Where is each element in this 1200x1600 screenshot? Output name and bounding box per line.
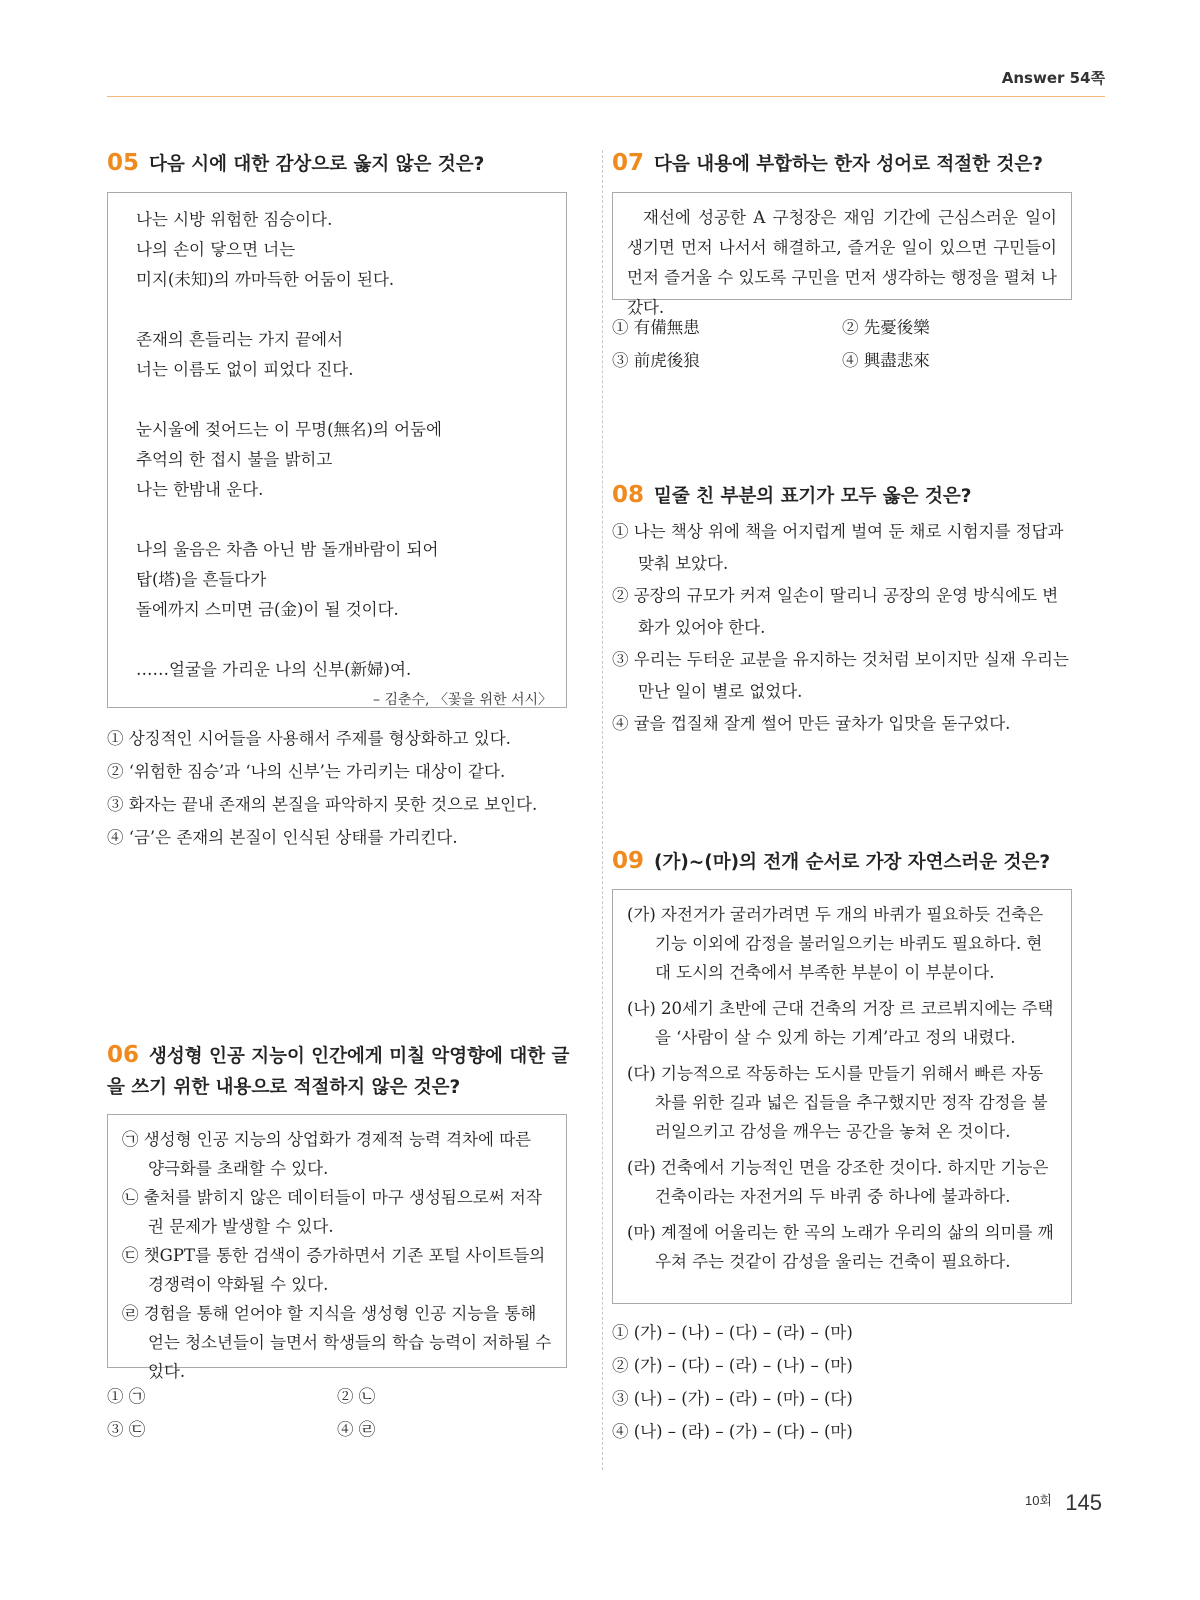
paragraph-item: (가) 자전거가 굴러가려면 두 개의 바퀴가 필요하듯 건축은 기능 이외에 감정을 불러일으키는 바퀴도 필요하다. 현대 도시의 건축에서 부족한 부분이 이 부분이다. <box>627 905 1044 982</box>
question-05-heading <box>107 146 567 182</box>
answer-option[interactable]: ③ ㉢ <box>107 1420 146 1439</box>
passage-text: 재선에 성공한 A 구청장은 재임 기간에 근심스러운 일이 생기면 먼저 나서서 해결하고, 즐거운 일이 있으면 구민들이 먼저 즐거울 수 있도록 구민을 먼저 생각하는 행정을 펼쳐 나갔다. <box>627 208 1057 317</box>
question-06-heading <box>107 1040 577 1103</box>
answer-option[interactable]: ① 상징적인 시어들을 사용해서 주제를 형상화하고 있다. <box>107 729 511 748</box>
question-number: 06 <box>107 1042 140 1068</box>
question-number: 07 <box>612 150 645 176</box>
question-08-options <box>612 516 1072 740</box>
poem-line: 존재의 흔들리는 가지 끝에서 <box>136 330 344 349</box>
question-title: 다음 시에 대한 감상으로 옳지 않은 것은? <box>149 154 485 175</box>
answer-option[interactable]: ① ㉠ <box>107 1387 146 1406</box>
poem-line: 미지(未知)의 까마득한 어둠이 된다. <box>136 270 395 289</box>
answer-option[interactable]: ① 나는 책상 위에 책을 어지럽게 벌여 둔 채로 시험지를 정답과 맞춰 보았다. <box>612 522 1064 573</box>
answer-reference: Answer 54쪽 <box>1001 69 1105 87</box>
answer-option[interactable]: ③ 우리는 두터운 교분을 유지하는 것처럼 보이지만 실재 우리는 만난 일이 별로 없었다. <box>612 650 1069 701</box>
answer-option[interactable]: ④ ‘금’은 존재의 본질이 인식된 상태를 가리킨다. <box>107 828 458 847</box>
answer-option[interactable]: ① 有備無患 <box>612 318 700 337</box>
poem-line: 돌에까지 스미면 금(金)이 될 것이다. <box>136 600 399 619</box>
condition-item: ㉣ 경험을 통해 얻어야 할 지식을 생성형 인공 지능을 통해 얻는 청소년들이 늘면서 학생들의 학습 능력이 저하될 수 있다. <box>122 1304 552 1381</box>
question-title: 밑줄 친 부분의 표기가 모두 옳은 것은? <box>654 486 972 507</box>
poem-line: 눈시울에 젖어드는 이 무명(無名)의 어둠에 <box>136 420 442 439</box>
answer-option[interactable]: ② 先憂後樂 <box>842 318 930 337</box>
answer-option[interactable]: ④ (나) – (라) – (가) – (다) – (마) <box>612 1422 853 1441</box>
question-number: 05 <box>107 150 140 176</box>
answer-option[interactable]: ② ‘위험한 짐승’과 ‘나의 신부’는 가리키는 대상이 같다. <box>107 762 506 781</box>
page-number: 145 <box>1065 1490 1102 1515</box>
answer-option[interactable]: ① (가) – (나) – (다) – (라) – (마) <box>612 1323 853 1342</box>
condition-item: ㉢ 챗GPT를 통한 검색이 증가하면서 기존 포털 사이트들의 경쟁력이 약화될 수 있다. <box>122 1246 546 1294</box>
poem-box <box>107 192 567 708</box>
round-label: 10회 <box>1024 1493 1052 1508</box>
poem-credit: – 김춘수, 〈꽃을 위한 서시〉 <box>373 692 552 708</box>
paragraphs-box <box>612 889 1072 1304</box>
answer-option[interactable]: ③ 화자는 끝내 존재의 본질을 파악하지 못한 것으로 보인다. <box>107 795 538 814</box>
condition-item: ㉠ 생성형 인공 지능의 상업화가 경제적 능력 격차에 따른 양극화를 초래할 수 있다. <box>122 1130 532 1178</box>
condition-item: ㉡ 출처를 밝히지 않은 데이터들이 마구 생성됨으로써 저작권 문제가 발생할 수 있다. <box>122 1188 542 1236</box>
paragraph-item: (마) 계절에 어울리는 한 곡의 노래가 우리의 삶의 의미를 깨우쳐 주는 것같이 감성을 울리는 건축이 필요하다. <box>627 1223 1054 1271</box>
poem-line: 나는 한밤내 운다. <box>136 480 264 499</box>
answer-option[interactable]: ② 공장의 규모가 커져 일손이 딸리니 공장의 운영 방식에도 변화가 있어야 한다. <box>612 586 1059 637</box>
answer-option[interactable]: ③ (나) – (가) – (라) – (마) – (다) <box>612 1389 853 1408</box>
answer-option[interactable]: ② (가) – (다) – (라) – (나) – (마) <box>612 1356 853 1375</box>
answer-option[interactable]: ④ 귤을 껍질채 잘게 썰어 만든 귤차가 입맛을 돋구었다. <box>612 714 1011 733</box>
question-title: 다음 내용에 부합하는 한자 성어로 적절한 것은? <box>654 154 1043 175</box>
passage-box <box>612 192 1072 317</box>
poem-line: 추억의 한 접시 불을 밝히고 <box>136 450 333 469</box>
question-08-heading <box>612 478 1072 514</box>
conditions-box <box>107 1114 567 1381</box>
question-06-options <box>107 1380 567 1446</box>
poem-line: 나의 손이 닿으면 너는 <box>136 240 296 259</box>
answer-option[interactable]: ④ ㉣ <box>337 1420 376 1439</box>
question-09-options <box>612 1316 1072 1448</box>
question-09-heading <box>612 844 1072 880</box>
question-number: 09 <box>612 848 645 874</box>
poem-line: 나의 울음은 차츰 아닌 밤 돌개바람이 되어 <box>136 540 439 559</box>
paragraph-item: (다) 기능적으로 작동하는 도시를 만들기 위해서 빠른 자동차를 위한 길과 넓은 집들을 추구했지만 정작 감정을 불러일으키고 감성을 깨우는 공간을 놓쳐 온 것이다. <box>627 1064 1048 1141</box>
column-divider <box>602 150 603 1470</box>
answer-option[interactable]: ③ 前虎後狼 <box>612 351 700 370</box>
question-05-options <box>107 722 567 854</box>
poem-line: ……얼굴을 가리운 나의 신부(新婦)여. <box>136 660 412 679</box>
poem-line: 나는 시방 위험한 짐승이다. <box>136 210 333 229</box>
paragraph-item: (나) 20세기 초반에 근대 건축의 거장 르 코르뷔지에는 주택을 ‘사람이 살 수 있게 하는 기계’라고 정의 내렸다. <box>627 999 1054 1047</box>
question-number: 08 <box>612 482 645 508</box>
question-07-options <box>612 311 1072 377</box>
question-title: (가)~(마)의 전개 순서로 가장 자연스러운 것은? <box>654 852 1051 873</box>
answer-option[interactable]: ② ㉡ <box>337 1387 376 1406</box>
header-divider <box>107 96 1105 97</box>
answer-option[interactable]: ④ 興盡悲來 <box>842 351 930 370</box>
question-title: 생성형 인공 지능이 인간에게 미칠 악영향에 대한 글을 쓰기 위한 내용으로 적절하지 않은 것은? <box>107 1046 570 1098</box>
poem-line: 너는 이름도 없이 피었다 진다. <box>136 360 354 379</box>
question-07-heading <box>612 146 1072 182</box>
paragraph-item: (라) 건축에서 기능적인 면을 강조한 것이다. 하지만 기능은 건축이라는 자전거의 두 바퀴 중 하나에 불과하다. <box>627 1158 1049 1206</box>
poem-line: 탑(塔)을 흔들다가 <box>136 570 267 589</box>
